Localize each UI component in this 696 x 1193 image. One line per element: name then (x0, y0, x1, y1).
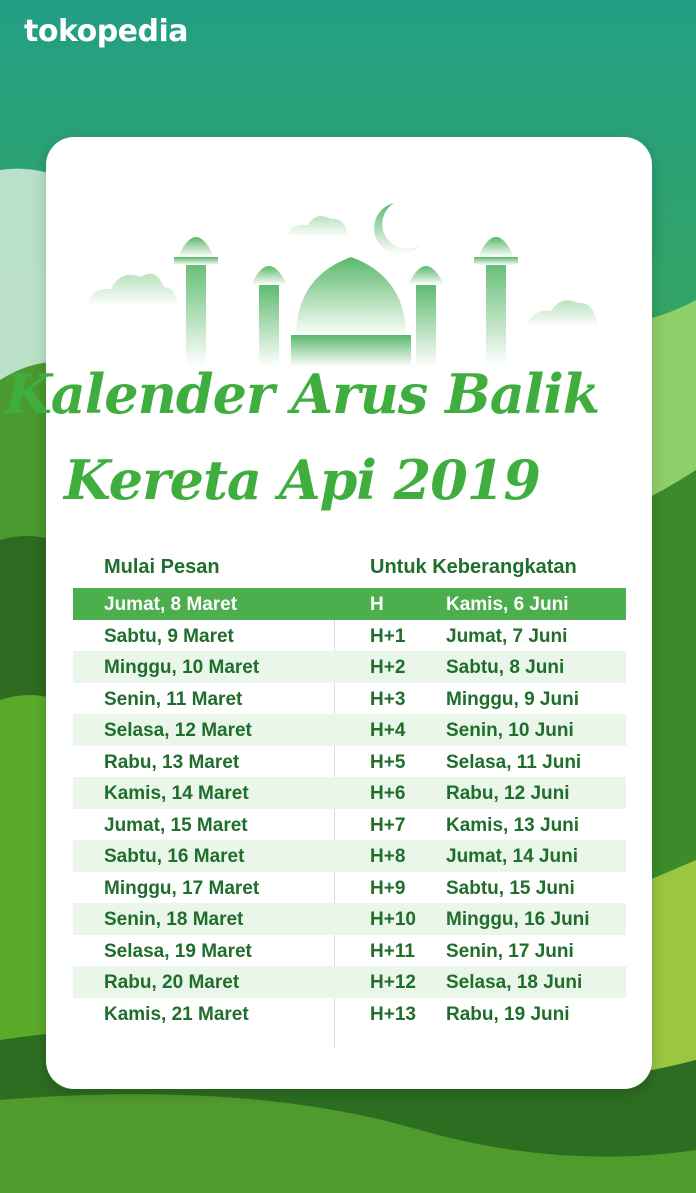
table-row (73, 746, 626, 778)
start-date-cell: Rabu, 13 Maret (104, 751, 240, 773)
start-date-cell: Kamis, 21 Maret (104, 1003, 249, 1025)
start-date-cell: Sabtu, 9 Maret (104, 625, 234, 647)
day-offset-cell: H+5 (370, 751, 406, 773)
header-mulai-pesan: Mulai Pesan (104, 556, 220, 578)
start-date-cell: Senin, 11 Maret (104, 688, 243, 710)
day-offset-cell: H+9 (370, 877, 406, 899)
day-offset-cell: H+11 (370, 940, 415, 962)
table-row (73, 809, 626, 841)
start-date-cell: Minggu, 17 Maret (104, 877, 260, 899)
day-offset-cell: H+7 (370, 814, 406, 836)
departure-date-cell: Kamis, 13 Juni (446, 814, 580, 836)
start-date-cell: Selasa, 12 Maret (104, 720, 252, 741)
departure-date-cell: Selasa, 18 Juni (446, 972, 583, 993)
departure-date-cell: Rabu, 19 Juni (446, 1003, 570, 1025)
day-offset-cell: H+1 (370, 625, 406, 647)
departure-date-cell: Jumat, 7 Juni (446, 625, 568, 647)
table-row (73, 840, 626, 872)
departure-date-cell: Minggu, 9 Juni (446, 688, 579, 710)
table-row (73, 966, 626, 998)
departure-date-cell: Sabtu, 15 Juni (446, 877, 575, 899)
day-offset-cell: H+10 (370, 909, 416, 930)
day-offset-cell: H (370, 594, 384, 615)
departure-date-cell: Jumat, 14 Juni (446, 846, 578, 867)
departure-date-cell: Kamis, 6 Juni (446, 594, 569, 615)
day-offset-cell: H+8 (370, 846, 406, 867)
title-line-1: Kalender Arus Balik (4, 362, 600, 426)
title-line-2: Kereta Api 2019 (64, 448, 540, 512)
departure-date-cell: Senin, 17 Juni (446, 940, 574, 962)
tokopedia-logo: tokopedia (24, 14, 189, 49)
table-row (73, 998, 626, 1030)
day-offset-cell: H+13 (370, 1003, 416, 1025)
table-row (73, 651, 626, 683)
departure-date-cell: Rabu, 12 Juni (446, 783, 570, 804)
table-row (73, 777, 626, 809)
start-date-cell: Minggu, 10 Maret (104, 657, 260, 678)
departure-date-cell: Sabtu, 8 Juni (446, 657, 565, 678)
table-row (73, 714, 626, 746)
day-offset-cell: H+2 (370, 657, 406, 678)
departure-date-cell: Selasa, 11 Juni (446, 751, 582, 773)
table-row (73, 683, 626, 715)
start-date-cell: Selasa, 19 Maret (104, 940, 252, 962)
table-row (73, 872, 626, 904)
start-date-cell: Rabu, 20 Maret (104, 972, 240, 993)
start-date-cell: Jumat, 8 Maret (104, 594, 238, 615)
table-row (73, 903, 626, 935)
start-date-cell: Kamis, 14 Maret (104, 783, 249, 804)
day-offset-cell: H+6 (370, 783, 406, 804)
start-date-cell: Senin, 18 Maret (104, 909, 244, 930)
start-date-cell: Jumat, 15 Maret (104, 814, 248, 836)
day-offset-cell: H+3 (370, 688, 406, 710)
header-untuk-keberangkatan: Untuk Keberangkatan (370, 556, 577, 578)
departure-date-cell: Minggu, 16 Juni (446, 909, 590, 930)
day-offset-cell: H+12 (370, 972, 416, 993)
start-date-cell: Sabtu, 16 Maret (104, 846, 245, 867)
mosque-illustration (46, 137, 652, 367)
departure-date-cell: Senin, 10 Juni (446, 720, 574, 741)
day-offset-cell: H+4 (370, 720, 406, 741)
table-row (73, 935, 626, 967)
table-row (73, 620, 626, 652)
table-row (73, 588, 626, 620)
